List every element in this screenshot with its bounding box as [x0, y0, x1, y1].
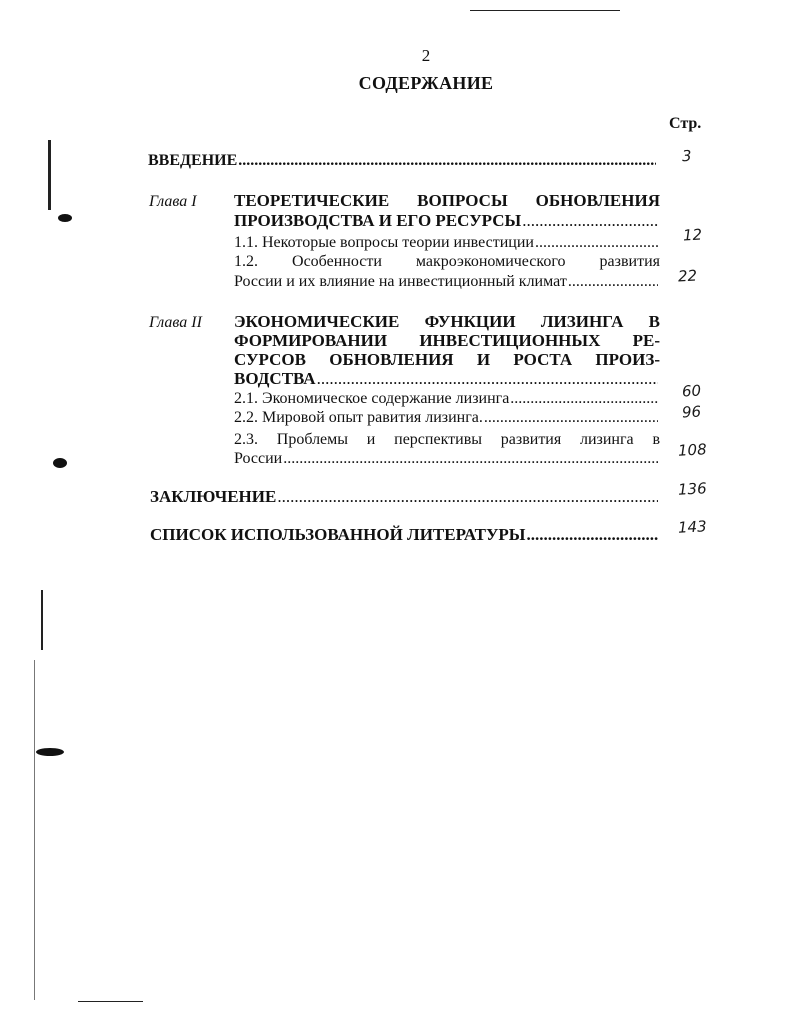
scan-artifact-left-edge	[41, 590, 43, 650]
toc-entry-section-1-1[interactable]: 1.1. Некоторые вопросы теории инвестиции .....	[234, 233, 658, 252]
leader-dots	[317, 369, 658, 388]
toc-entry-conclusion[interactable]: ЗАКЛЮЧЕНИЕ .....	[150, 487, 658, 506]
leader-dots	[527, 525, 659, 544]
toc-entry-section-2-1[interactable]: 2.1. Экономическое содержание лизинга .....	[234, 389, 658, 408]
page-title: СОДЕРЖАНИЕ	[358, 73, 494, 93]
leader-dots	[283, 449, 658, 468]
chapter-title-line: СУРСОВ ОБНОВЛЕНИЯ И РОСТА ПРОИЗ-	[234, 350, 660, 369]
toc-entry-bibliography[interactable]: СПИСОК ИСПОЛЬЗОВАННОЙ ЛИТЕРАТУРЫ .....	[150, 525, 658, 544]
handwritten-page-number: 12	[682, 225, 703, 245]
handwritten-page-number: 3	[681, 146, 693, 166]
leader-dots	[277, 487, 658, 506]
scan-artifact-bottom-line	[78, 1001, 143, 1002]
chapter-title-line: ФОРМИРОВАНИИ ИНВЕСТИЦИОННЫХ РЕ-	[234, 331, 660, 350]
chapter-label: Глава I	[149, 193, 197, 210]
page-column-header: Стр.	[669, 115, 702, 132]
chapter-title-line: ТЕОРЕТИЧЕСКИЕ ВОПРОСЫ ОБНОВЛЕНИЯ	[234, 191, 660, 210]
leader-dots	[510, 389, 658, 408]
toc-entry-section-1-2-line2[interactable]: России и их влияние на инвестиционный климат .....	[234, 272, 658, 291]
handwritten-page-number: 60	[681, 381, 702, 401]
scan-artifact-punch-mark	[36, 748, 64, 756]
handwritten-page-number: 136	[677, 479, 708, 499]
toc-entry-section-2-3-line1[interactable]: 2.3. Проблемы и перспективы развития лизинга в	[234, 431, 660, 448]
scan-artifact-left-edge	[48, 140, 51, 210]
chapter-label: Глава II	[149, 314, 202, 331]
handwritten-page-number: 143	[677, 517, 708, 537]
handwritten-page-number: 108	[677, 440, 708, 460]
scan-artifact-punch-mark	[58, 214, 72, 222]
handwritten-page-number: 96	[681, 402, 702, 422]
page-number: 2	[421, 46, 431, 65]
chapter-title-line: ВОДСТВА .....	[234, 369, 658, 388]
toc-entry-intro[interactable]	[148, 151, 656, 170]
leader-dots	[238, 151, 656, 170]
chapter-title-line: ЭКОНОМИЧЕСКИЕ ФУНКЦИИ ЛИЗИНГА В	[234, 312, 660, 331]
leader-dots	[522, 211, 658, 230]
toc-entry-label: ВВЕДЕНИЕ	[148, 152, 238, 169]
leader-dots	[535, 233, 658, 252]
toc-entry-section-2-2[interactable]: 2.2. Мировой опыт равития лизинга. .....	[234, 408, 658, 427]
scan-artifact-left-edge	[34, 660, 35, 1000]
scan-artifact-top-line	[470, 10, 620, 11]
scan-artifact-punch-mark	[53, 458, 67, 468]
handwritten-page-number: 22	[677, 266, 698, 286]
chapter-title-line: ПРОИЗВОДСТВА И ЕГО РЕСУРСЫ .....	[234, 211, 658, 230]
leader-dots	[568, 272, 658, 291]
leader-dots	[484, 408, 658, 427]
toc-entry-section-2-3-line2[interactable]: России .....	[234, 449, 658, 468]
toc-entry-section-1-2-line1[interactable]: 1.2. Особенности макроэкономического развития	[234, 253, 660, 270]
